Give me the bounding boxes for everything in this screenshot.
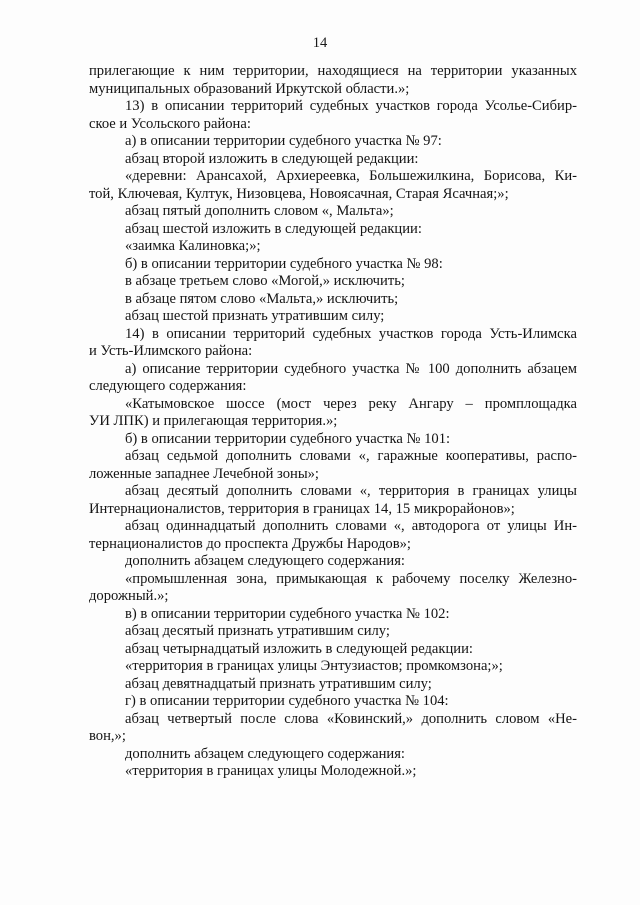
text-line: абзац четырнадцатый изложить в следующей редакции:: [125, 640, 473, 657]
text-line: в абзаце третьем слово «Могой,» исключить;: [125, 273, 405, 289]
document-body: [89, 63, 577, 781]
text-line: а) в описании территории судебного участка № 97:: [125, 133, 442, 149]
text-line: абзац второй изложить в следующей редакции:: [125, 150, 419, 167]
text-line: следующего содержания:: [89, 378, 247, 394]
text-line: б) в описании территории судебного участка № 101:: [125, 430, 451, 447]
text-line: а) описание территории судебного участка № 100 дополнить абзацем: [125, 360, 577, 377]
text-line: абзац седьмой дополнить словами «, гаражные кооперативы, распо-: [125, 448, 577, 464]
text-line: б) в описании территории судебного участка № 98:: [125, 255, 443, 272]
text-line: абзац шестой признать утратившим силу;: [125, 308, 385, 324]
text-line: абзац девятнадцатый признать утратившим силу;: [125, 675, 432, 692]
text-line: вон,»;: [89, 728, 126, 744]
text-line: абзац пятый дополнить словом «, Мальта»;: [125, 203, 394, 219]
text-line: Интернационалистов, территория в границах 14, 15 микрорайонов»;: [89, 500, 515, 517]
text-line: абзац десятый дополнить словами «, территория в границах улицы: [125, 483, 577, 499]
text-line: УИ ЛПК) и прилегающая территория.»;: [89, 413, 338, 429]
text-line: «промышленная зона, примыкающая к рабочему поселку Железно-: [125, 570, 577, 587]
text-line: «деревни: Арансахой, Архиереевка, Большежилкина, Борисова, Ки-: [125, 168, 577, 184]
text-line: ложенные западнее Лечебной зоны»;: [89, 465, 319, 482]
text-line: дорожный.»;: [89, 588, 169, 604]
text-line: ское и Усольского района:: [89, 115, 251, 132]
text-line: абзац четвертый после слова «Ковинский,» дополнить словом «Не-: [125, 710, 577, 727]
text-line: муниципальных образований Иркутской области.»;: [89, 80, 410, 97]
text-line: абзац шестой изложить в следующей редакции:: [125, 220, 422, 237]
text-line: абзац одиннадцатый дополнить словами «, автодорога от улицы Ин-: [125, 518, 577, 534]
text-line: в абзаце пятом слово «Мальта,» исключить;: [125, 290, 399, 307]
text-line: в) в описании территории судебного участка № 102:: [125, 605, 450, 622]
text-line: «заимка Калиновка;»;: [125, 238, 261, 254]
text-line: дополнить абзацем следующего содержания:: [125, 745, 405, 762]
text-line: абзац десятый признать утратившим силу;: [125, 623, 390, 639]
text-line: «территория в границах улицы Энтузиастов; промкомзона;»;: [125, 658, 503, 674]
text-line: и Усть-Илимского района:: [89, 343, 253, 359]
text-line: тернационалистов до проспекта Дружбы Народов»;: [89, 535, 411, 552]
text-line: 14) в описании территорий судебных участков города Усть-Илимска: [125, 325, 577, 342]
text-line: прилегающие к ним территории, находящиеся на территории указанных: [89, 63, 577, 79]
text-line: 13) в описании территорий судебных участков города Усолье-Сибир-: [125, 98, 577, 114]
text-line: той, Ключевая, Култук, Низовцева, Новоясачная, Старая Ясачная;»;: [89, 185, 509, 202]
page-number: 14: [312, 35, 328, 51]
text-line: дополнить абзацем следующего содержания:: [125, 553, 405, 569]
text-line: «Катымовское шоссе (мост через реку Ангару – промплощадка: [125, 395, 577, 412]
text-line: г) в описании территории судебного участка № 104:: [125, 693, 449, 709]
text-line: «территория в границах улицы Молодежной.»;: [125, 763, 417, 779]
